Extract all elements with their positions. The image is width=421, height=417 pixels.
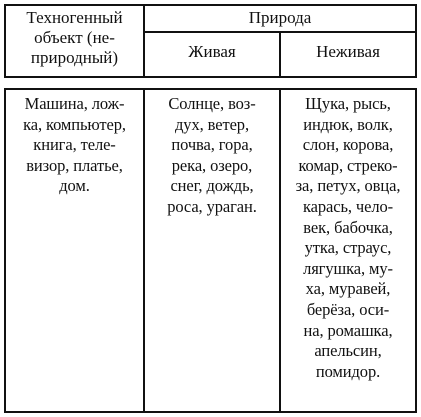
header-top-border [4, 4, 417, 6]
body-nonliving-line-14: помидор. [315, 361, 381, 381]
body-living-line-3: почва, гора, [171, 135, 253, 155]
body-technogenic-line-5: дом. [59, 176, 90, 196]
body-nonliving-line-10: ха, муравей, [305, 279, 391, 299]
header-nonliving: Неживая [316, 42, 380, 61]
body-nonliving-list [281, 94, 415, 382]
body-nonliving-line-8: утка, страус, [304, 238, 392, 258]
body-living-line-6: роса, ураган. [167, 196, 257, 216]
body-nonliving-line-7: век, бабочка, [303, 217, 393, 237]
header-nature-group: Природа [248, 8, 312, 27]
body-technogenic-line-3: книга, теле- [33, 135, 116, 155]
body-nonliving-line-2: индюк, волк, [303, 114, 393, 134]
body-nonliving-line-3: слон, корова, [302, 135, 394, 155]
body-nonliving-line-9: лягушка, му- [303, 258, 393, 278]
header-technogenic-line-1: Техногенный [26, 8, 123, 27]
body-nonliving-line-1: Щука, рысь, [305, 94, 391, 113]
body-living-line-5: снег, дождь, [170, 176, 254, 196]
header-technogenic-line-2: объект (не- [34, 28, 115, 47]
body-technogenic-line-2: ка, компьютер, [23, 114, 126, 134]
body-living-line-2: дух, ветер, [175, 114, 249, 134]
body-nonliving-line-12: на, ромашка, [303, 320, 393, 340]
header-right-border [415, 4, 417, 78]
header-bottom-border [4, 76, 417, 78]
body-living-list [145, 94, 279, 218]
body-nonliving-line-5: за, петух, овца, [295, 176, 401, 196]
body-technogenic-line-4: визор, платье, [26, 155, 123, 175]
body-right-border [415, 88, 417, 413]
header-technogenic-object [6, 8, 143, 68]
body-living-line-4: река, озеро, [171, 155, 253, 175]
body-bottom-border [4, 411, 417, 413]
body-technogenic-line-1: Машина, лож- [24, 94, 125, 113]
body-nonliving-line-6: карась, чело- [302, 196, 394, 216]
body-technogenic-list [6, 94, 143, 197]
body-living-line-1: Солнце, воз- [168, 94, 256, 113]
body-top-border [4, 88, 417, 90]
body-nonliving-line-11: берёза, оси- [306, 299, 390, 319]
body-nonliving-line-4: комар, стреко- [298, 155, 398, 175]
header-living: Живая [188, 42, 236, 61]
header-technogenic-line-3: природный) [30, 48, 119, 67]
body-nonliving-line-13: апельсин, [314, 341, 382, 361]
